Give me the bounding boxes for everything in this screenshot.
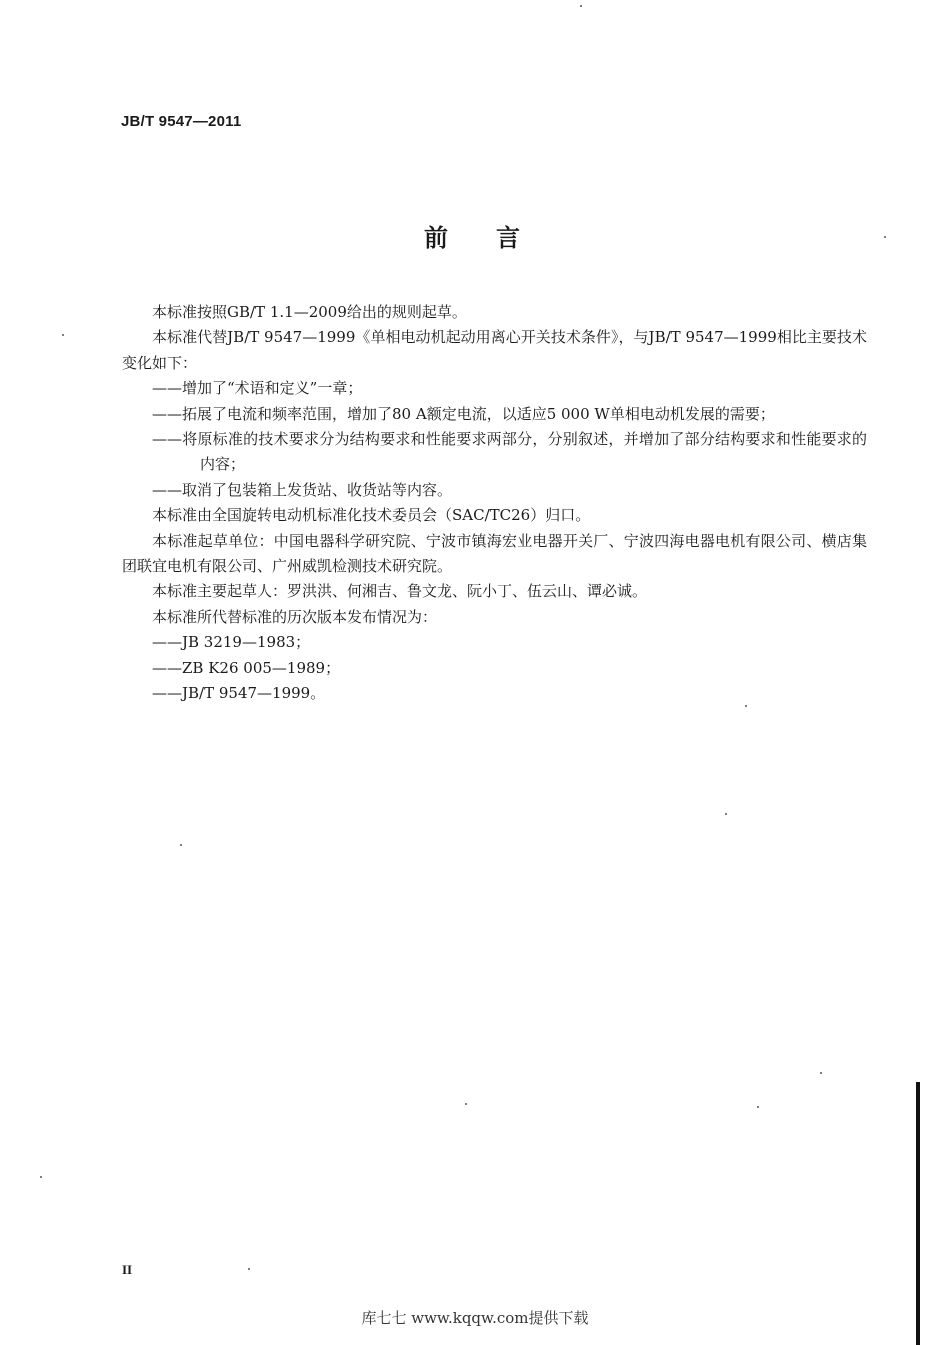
history-item: ——JB/T 9547—1999。 [152,684,326,703]
change-item: ——将原标准的技术要求分为结构要求和性能要求两部分，分别叙述，并增加了部分结构要求和性能要求的内容； [152,430,867,474]
scan-speck [580,5,582,7]
scan-speck [62,334,64,336]
scan-speck [757,1106,759,1108]
paragraph-drafting-units: 本标准起草单位：中国电器科学研究院、宁波市镇海宏业电器开关厂、宁波四海电器电机有限公司、横店集团联宜电机有限公司、广州威凯检测技术研究院。 [122,531,867,576]
scan-speck [465,1103,467,1105]
scan-speck [40,1176,42,1178]
change-item: ——拓展了电流和频率范围，增加了80 A额定电流，以适应5 000 W单相电动机发展的需要； [152,404,775,423]
change-item: ——增加了“术语和定义”一章； [152,379,363,398]
download-watermark: 库七七 www.kqqw.com提供下载 [361,1309,589,1327]
foreword-body [122,300,867,707]
page-title: 前言 [424,224,568,252]
scan-speck [745,705,747,707]
page-number: II [122,1262,133,1277]
paragraph-history-intro: 本标准所代替标准的历次版本发布情况为： [152,607,438,626]
standard-number: JB/T 9547—2011 [121,113,242,130]
history-item: ——ZB K26 005—1989； [152,658,341,677]
paragraph-drafting-rules: 本标准按照GB/T 1.1—2009给出的规则起草。 [152,303,467,321]
scan-speck [180,844,182,846]
history-item: ——JB 3219—1983； [152,633,311,652]
paragraph-replacement: 本标准代替JB/T 9547—1999《单相电动机起动用离心开关技术条件》，与JB/T 9547—1999相比主要技术变化如下： [122,328,867,372]
paragraph-committee: 本标准由全国旋转电动机标准化技术委员会（SAC/TC26）归口。 [152,506,591,525]
scan-speck [884,236,886,238]
scan-speck [820,1072,822,1074]
scan-speck [248,1268,250,1270]
paragraph-drafters: 本标准主要起草人：罗洪洪、何湘吉、鲁文龙、阮小丁、伍云山、谭必诚。 [152,582,648,601]
change-item: ——取消了包装箱上发货站、收货站等内容。 [152,480,453,499]
scan-speck [725,813,727,815]
scan-edge-shadow [916,1082,920,1345]
